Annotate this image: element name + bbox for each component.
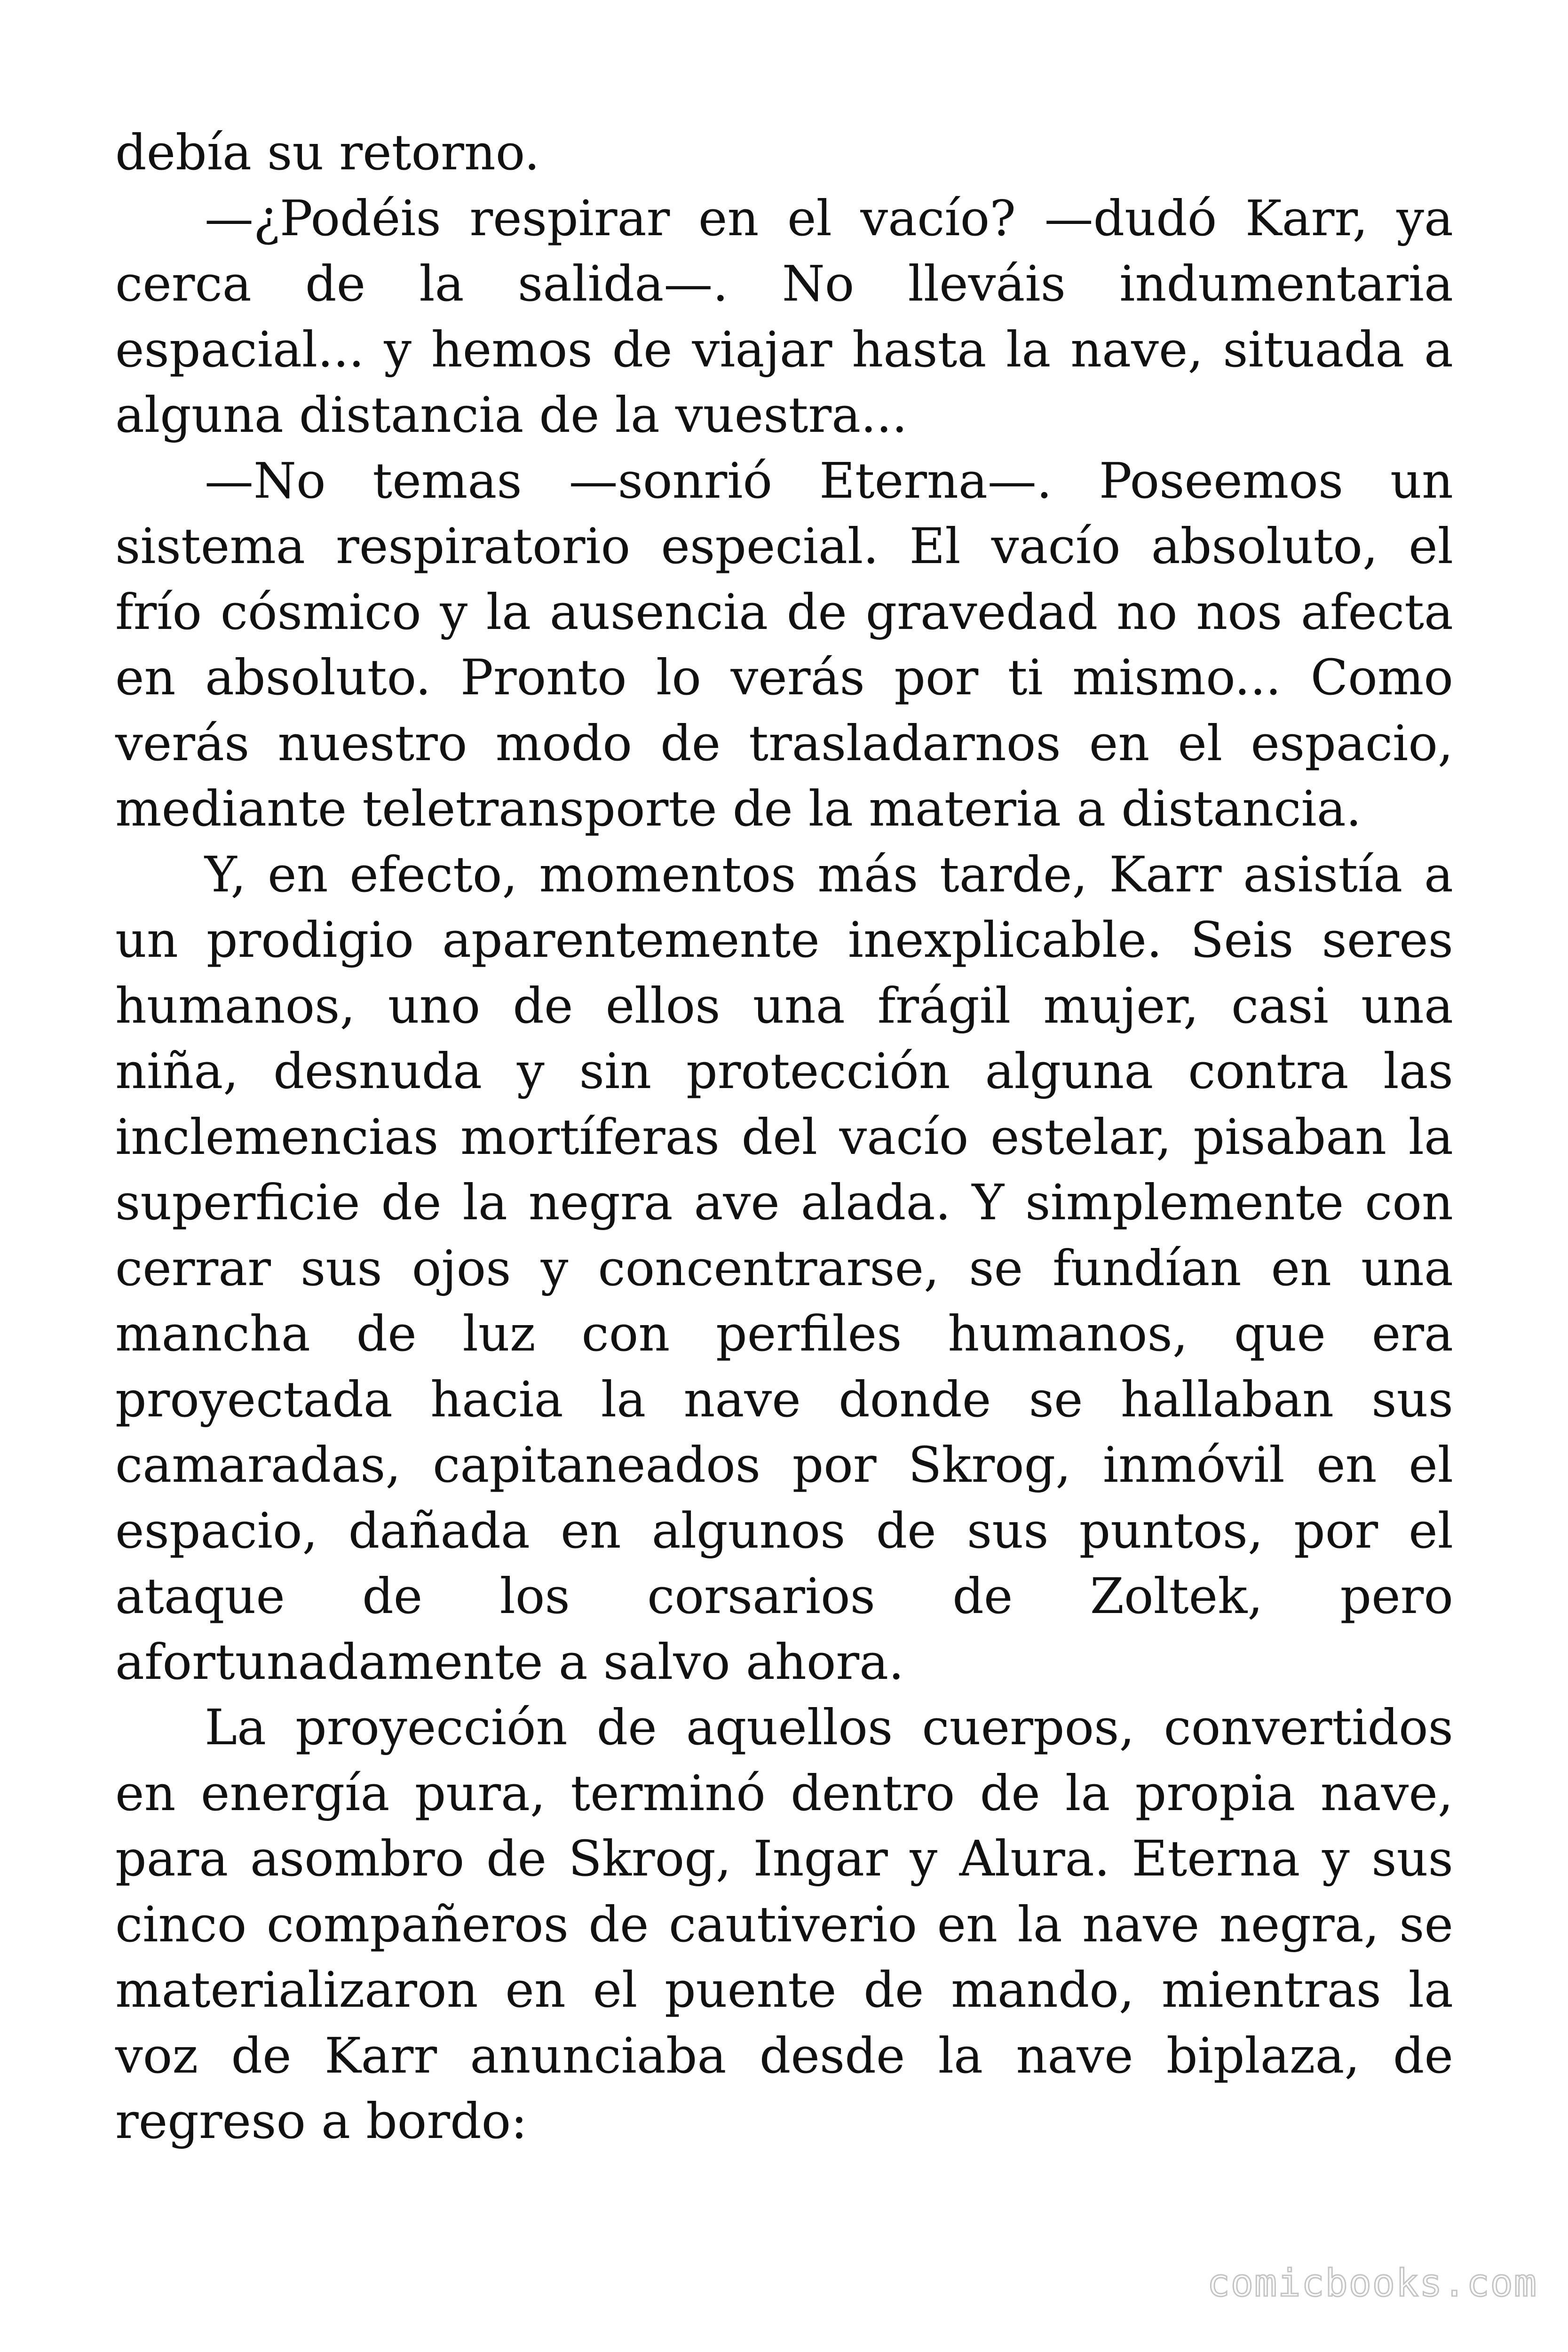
paragraph-3: —No temas —sonrió Eterna—. Poseemos un sistema respiratorio especial. El vacío absoluto, el frío cósmico y la ausencia de gravedad no nos afecta en absoluto. Pronto lo verás por ti mismo... Como verás nuestro modo de trasladarnos en el espacio, mediante teletransporte de la materia a distancia. xyxy=(115,452,1453,837)
paragraph-1: debía su retorno. xyxy=(115,124,540,181)
paragraph-4: Y, en efecto, momentos más tarde, Karr asistía a un prodigio aparentemente inexplicable. Seis seres humanos, uno de ellos una frágil mujer, casi una niña, desnuda y sin protección alguna contra las inclemencias mortíferas del vacío estelar, pisaban la superficie de la negra ave alada. Y simplemente con cerrar sus ojos y concentrarse, se fundían en una mancha de luz con perfiles humanos, que era proyectada hacia la nave donde se hallaban sus camaradas, capitaneados por Skrog, inmóvil en el espacio, dañada en algunos de sus puntos, por el ataque de los corsarios de Zoltek, pero afortunadamente a salvo ahora. xyxy=(115,845,1453,1691)
page-text xyxy=(115,120,1453,2154)
watermark: comicbooks.com xyxy=(1207,2261,1537,2305)
paragraph-2: —¿Podéis respirar en el vacío? —dudó Karr, ya cerca de la salida—. No lleváis indumentaria espacial... y hemos de viajar hasta la nave, situada a alguna distancia de la vuestra... xyxy=(115,189,1453,444)
paragraph-5: La proyección de aquellos cuerpos, convertidos en energía pura, terminó dentro de la propia nave, para asombro de Skrog, Ingar y Alura. Eterna y sus cinco compañeros de cautiverio en la nave negra, se materializaron en el puente de mando, mientras la voz de Karr anunciaba desde la nave biplaza, de regreso a bordo: xyxy=(115,1699,1453,2150)
